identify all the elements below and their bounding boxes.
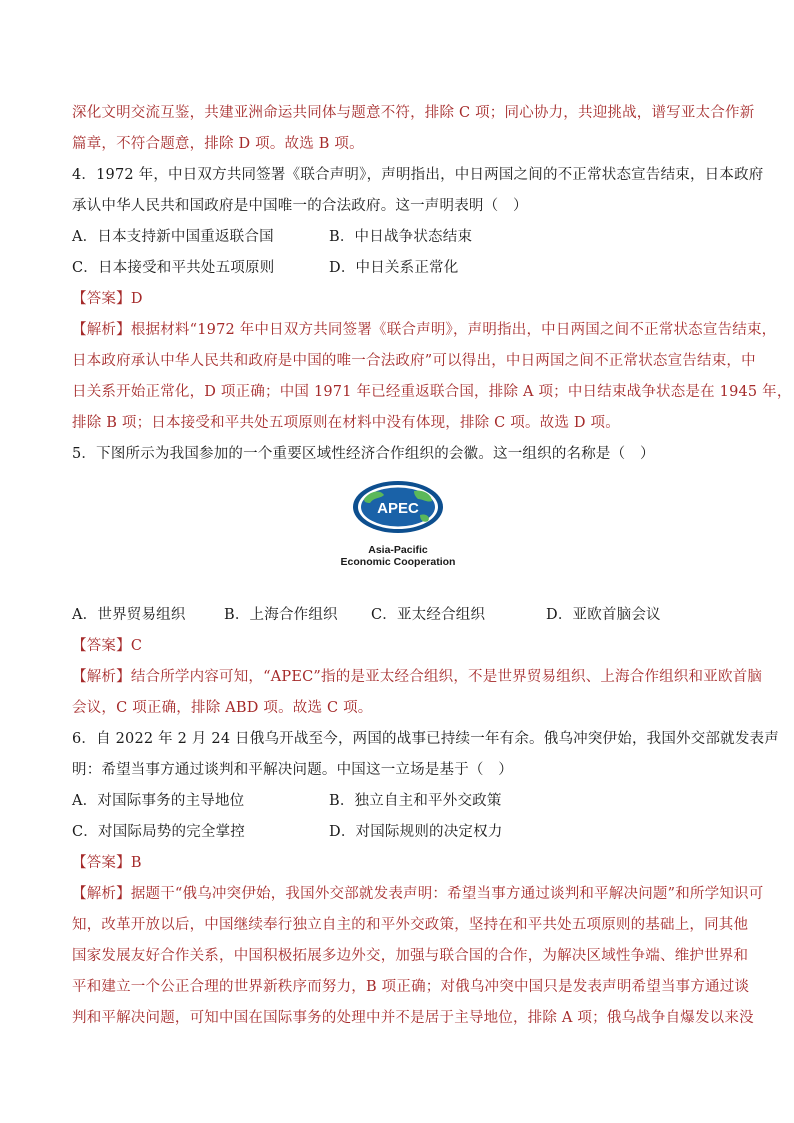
question-6-analysis	[72, 879, 764, 910]
option-b: B．独立自主和平外交政策	[329, 793, 502, 809]
analysis-text: 平和建立一个公正合理的世界新秩序而努力，B 项正确；对俄乌冲突中国只是发表声明希望当事方通过谈	[72, 979, 750, 995]
option-d: D．对国际规则的决定权力	[329, 824, 503, 840]
analysis-text: 根据材料“1972 年中日双方共同签署《联合声明》，声明指出，中日两国之间不正常状态宣告结束，	[130, 322, 777, 338]
analysis-tag: 【解析】	[72, 669, 131, 685]
question-4-answer	[72, 284, 726, 315]
option-a: A．对国际事务的主导地位	[72, 793, 245, 809]
analysis-text: 日本政府承认中华人民共和政府是中国的唯一合法政府”可以得出，中日两国之间不正常状态宣告结束，中	[72, 353, 756, 369]
answer-value: C	[130, 638, 143, 654]
option-a: A．世界贸易组织	[72, 607, 186, 623]
answer-value: B	[130, 855, 142, 871]
analysis-text: 结合所学内容可知，“APEC”指的是亚太经合组织，不是世界贸易组织、上海合作组织和亚欧首脑	[130, 669, 763, 685]
analysis-text: 国家发展友好合作关系，中国积极拓展多边外交，加强与联合国的合作，为解决区域性争端、维护世界和	[72, 948, 749, 964]
answer-tag: 【答案】	[72, 855, 131, 871]
analysis-text: 会议，C 项正确，排除 ABD 项。故选 C 项。	[72, 700, 373, 716]
question-6-stem: 明：希望当事方通过谈判和平解决问题。中国这一立场是基于（ ）	[72, 762, 513, 778]
question-5-stem: 5．下图所示为我国参加的一个重要区域性经济合作组织的会徽。这一组织的名称是（ ）	[72, 446, 655, 462]
figure-container	[72, 470, 726, 600]
question-6-answer	[72, 848, 726, 879]
question-4-stem: 4．1972 年，中日双方共同签署《联合声明》，声明指出，中日两国之间的不正常状态宣告结束，日本政府	[72, 167, 764, 183]
answer-tag: 【答案】	[72, 638, 131, 654]
question-6-options-row	[72, 817, 726, 848]
option-b: B．中日战争状态结束	[329, 229, 473, 245]
question-6-stem: 6．自 2022 年 2 月 24 日俄乌开战至今，两国的战事已持续一年有余。俄乌冲突伊始，我国外交部就发表声	[72, 731, 779, 747]
option-c: C．日本接受和平共处五项原则	[72, 260, 275, 276]
question-4-stem: 承认中华人民共和国政府是中国唯一的合法政府。这一声明表明（ ）	[72, 198, 528, 214]
question-4-options-row	[72, 222, 726, 253]
logo-subtitle-1: Asia-Pacific	[368, 544, 428, 556]
option-d: D．亚欧首脑会议	[546, 607, 661, 623]
analysis-text: 知，改革开放以后，中国继续奉行独立自主的和平外交政策，坚持在和平共处五项原则的基础上，同其他	[72, 917, 749, 933]
analysis-text: 排除 B 项；日本接受和平共处五项原则在材料中没有体现，排除 C 项。故选 D 项。	[72, 415, 620, 431]
question-5-analysis	[72, 662, 763, 693]
question-4-options-row	[72, 253, 726, 284]
option-a: A．日本支持新中国重返联合国	[72, 229, 274, 245]
analysis-tag: 【解析】	[72, 322, 131, 338]
question-5-options-row	[72, 600, 726, 631]
option-d: D．中日关系正常化	[329, 260, 459, 276]
answer-tag: 【答案】	[72, 291, 131, 307]
option-b: B．上海合作组织	[224, 607, 338, 623]
option-c: C．亚太经合组织	[371, 607, 486, 623]
analysis-tag: 【解析】	[72, 886, 131, 902]
document-page	[72, 98, 792, 1034]
prev-analysis-line: 深化文明交流互鉴，共建亚洲命运共同体与题意不符，排除 C 项；同心协力，共迎挑战，谱写亚太合作新	[72, 105, 755, 121]
analysis-text: 日关系开始正常化，D 项正确；中国 1971 年已经重返联合国，排除 A 项；中日结束战争状态是在 1945 年，	[72, 384, 792, 400]
apec-logo	[328, 477, 468, 577]
question-4-analysis	[72, 315, 777, 346]
question-5-answer	[72, 631, 726, 662]
option-c: C．对国际局势的完全掌控	[72, 824, 245, 840]
logo-subtitle-2: Economic Cooperation	[340, 556, 456, 568]
question-6-options-row	[72, 786, 726, 817]
logo-acronym: APEC	[377, 500, 419, 517]
analysis-text: 据题干“俄乌冲突伊始，我国外交部就发表声明：希望当事方通过谈判和平解决问题”和所学知识可	[130, 886, 764, 902]
analysis-text: 判和平解决问题，可知中国在国际事务的处理中并不是居于主导地位，排除 A 项；俄乌战争自爆发以来没	[72, 1010, 754, 1026]
answer-value: D	[130, 291, 143, 307]
prev-analysis-line: 篇章，不符合题意，排除 D 项。故选 B 项。	[72, 136, 364, 152]
